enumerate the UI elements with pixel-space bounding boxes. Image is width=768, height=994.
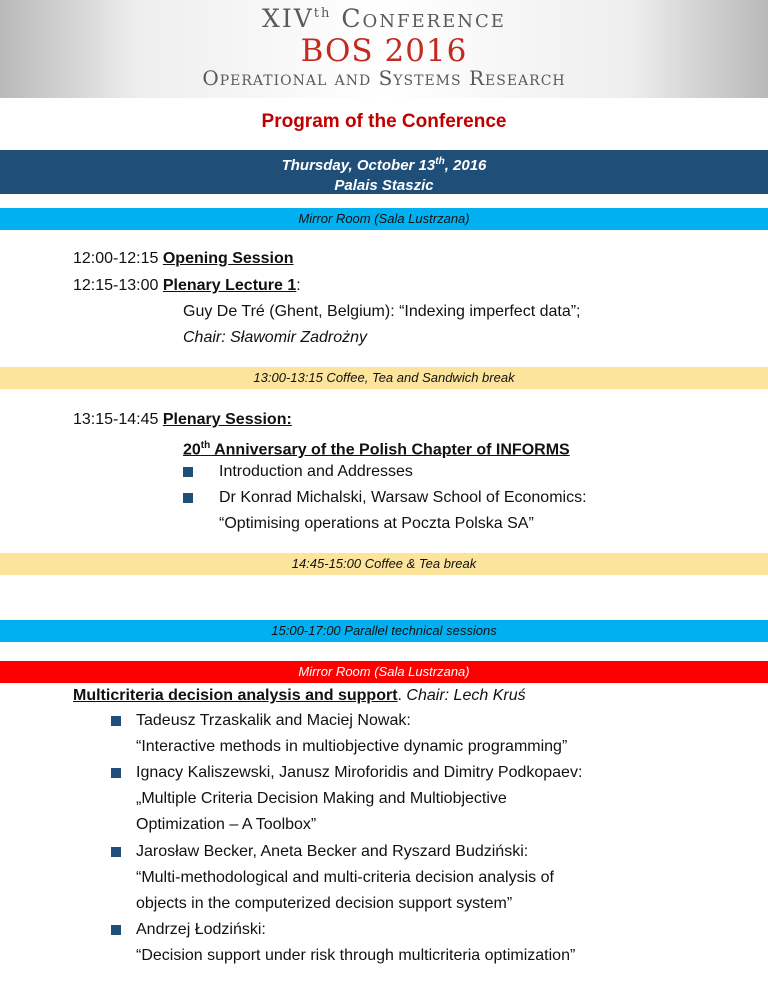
bullet-icon: [111, 925, 121, 935]
banner-event: BOS 2016: [300, 33, 468, 69]
talk-authors: Jarosław Becker, Aneta Becker and Ryszard Budziński:: [136, 843, 529, 860]
plenary-lecture: 12:15-13:00 Plenary Lecture 1:: [73, 277, 301, 294]
plenary-item: Dr Konrad Michalski, Warsaw School of Economics:: [219, 489, 587, 506]
bullet-icon: [183, 467, 193, 477]
day-header: [0, 150, 768, 194]
plenary-session: 13:15-14:45 Plenary Session:: [73, 411, 292, 428]
talk-title: “Decision support under risk through multicriteria optimization”: [136, 947, 576, 964]
session-heading: Multicriteria decision analysis and support. Chair: Lech Kruś: [73, 687, 526, 704]
banner-edition: XIVth Conference: [262, 4, 506, 33]
talk-authors: Tadeusz Trzaskalik and Maciej Nowak:: [136, 712, 411, 729]
talk-authors: Andrzej Łodziński:: [136, 921, 266, 938]
day-date: Thursday, October 13th, 2016: [281, 156, 487, 174]
talk-title: “Multi-methodological and multi-criteria decision analysis of: [136, 869, 554, 886]
bullet-icon: [111, 768, 121, 778]
parallel-sessions-bar: 15:00-17:00 Parallel technical sessions: [0, 620, 768, 642]
plenary-item-line: “Optimising operations at Poczta Polska SA”: [219, 515, 534, 532]
opening-session: 12:00-12:15 Opening Session: [73, 250, 294, 267]
room-bar-2: Mirror Room (Sala Lustrzana): [0, 661, 768, 683]
banner-subtitle: Operational and Systems Research: [202, 66, 566, 90]
conference-banner: [0, 0, 768, 98]
bullet-icon: [111, 847, 121, 857]
anniversary-title: 20th Anniversary of the Polish Chapter of INFORMS: [183, 440, 570, 459]
talk-title: objects in the computerized decision support system”: [136, 895, 513, 912]
page-title: Program of the Conference: [261, 111, 507, 132]
day-venue: Palais Staszic: [334, 177, 434, 194]
talk-title: „Multiple Criteria Decision Making and Multiobjective: [136, 790, 507, 807]
plenary-item: Introduction and Addresses: [219, 463, 413, 480]
break-bar-2: 14:45-15:00 Coffee & Tea break: [0, 553, 768, 575]
bullet-icon: [183, 493, 193, 503]
break-bar-1: 13:00-13:15 Coffee, Tea and Sandwich break: [0, 367, 768, 389]
talk-title: “Interactive methods in multiobjective dynamic programming”: [136, 738, 568, 755]
talk-authors: Ignacy Kaliszewski, Janusz Miroforidis and Dimitry Podkopaev:: [136, 764, 583, 781]
bullet-icon: [111, 716, 121, 726]
room-bar: Mirror Room (Sala Lustrzana): [0, 208, 768, 230]
talk-title: Optimization – A Toolbox”: [136, 816, 317, 833]
lecture-speaker: Guy De Tré (Ghent, Belgium): “Indexing imperfect data”;: [183, 303, 581, 320]
lecture-chair: Chair: Sławomir Zadrożny: [183, 329, 368, 346]
